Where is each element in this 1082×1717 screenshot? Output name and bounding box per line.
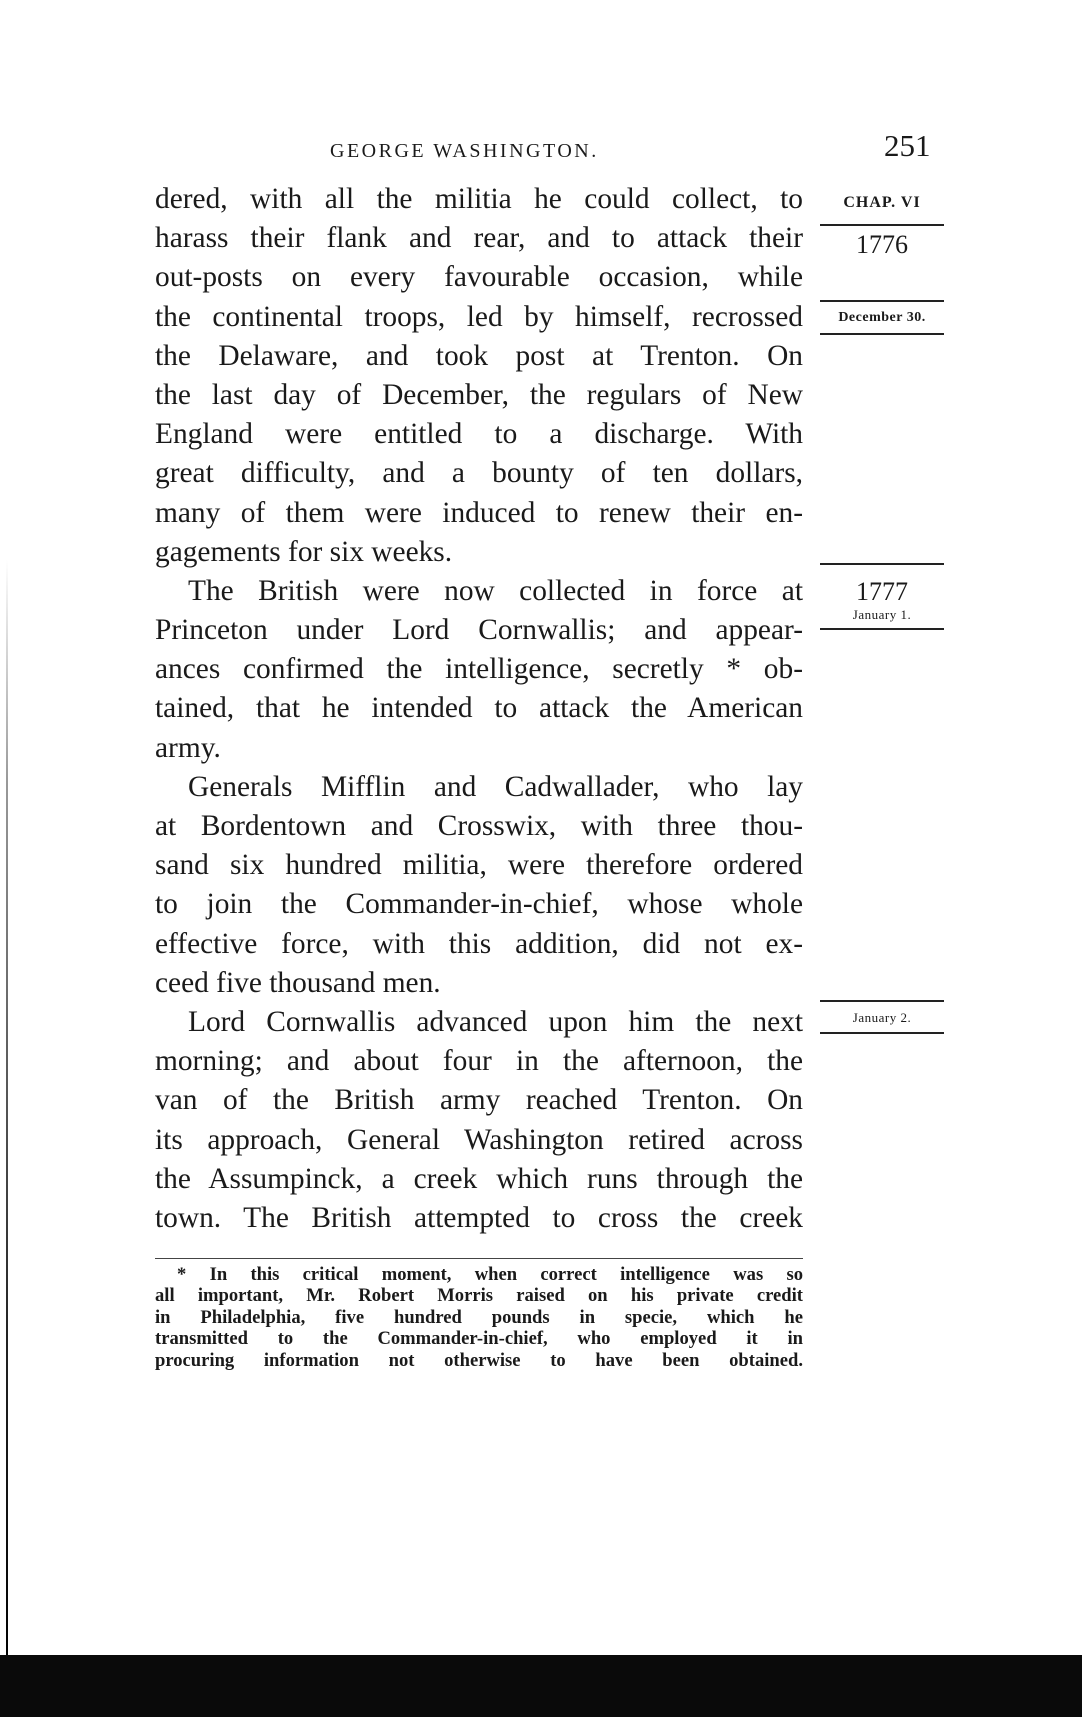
footnote-line: in Philadelphia, five hundred pounds in specie, which he	[155, 1306, 803, 1328]
text-line: the continental troops, led by himself, recrossed	[155, 300, 803, 333]
margin-rule	[820, 224, 944, 226]
text-line: many of them were induced to renew their en-	[155, 496, 803, 529]
text-line: van of the British army reached Trenton. On	[155, 1084, 803, 1117]
text-line: England were entitled to a discharge. With	[155, 418, 803, 451]
footnote-line: procuring information not otherwise to have been obtained.	[155, 1349, 803, 1371]
running-head: GEORGE WASHINGTON.	[330, 140, 599, 162]
paragraph	[155, 768, 803, 1003]
margin-note-date: January 1.	[852, 607, 912, 622]
text-line: the last day of December, the regulars of New	[155, 378, 803, 411]
paragraph	[155, 1003, 803, 1238]
margin-rule	[820, 1000, 944, 1002]
text-line: dered, with all the militia he could collect, to	[155, 183, 803, 215]
text-line: its approach, General Washington retired across	[155, 1123, 803, 1156]
text-line: at Bordentown and Crosswix, with three thou-	[155, 810, 803, 842]
text-line: morning; and about four in the afternoon, the	[155, 1045, 803, 1078]
text-line: army.	[155, 731, 221, 764]
text-line: gagements for six weeks.	[155, 535, 453, 568]
footnote-rule	[155, 1258, 803, 1259]
text-line: harass their flank and rear, and to attack their	[155, 222, 803, 255]
page-number: 251	[884, 128, 931, 163]
text-line: sand six hundred militia, were therefore ordered	[155, 849, 803, 882]
text-line: the Delaware, and took post at Trenton. On	[155, 339, 803, 372]
text-line: Lord Cornwallis advanced upon him the next	[188, 1005, 803, 1038]
footnote-line: all important, Mr. Robert Morris raised on his private credit	[155, 1285, 803, 1307]
text-line: Princeton under Lord Cornwallis; and appear-	[155, 614, 803, 647]
text-line: the Assumpinck, a creek which runs through the	[155, 1162, 803, 1195]
margin-rule	[820, 300, 944, 302]
paragraph	[155, 180, 803, 572]
text-line: effective force, with this addition, did not ex-	[155, 927, 803, 960]
scan-edge-left	[6, 560, 8, 1670]
scan-edge-bottom	[0, 1655, 1082, 1717]
text-line: to join the Commander-in-chief, whose whole	[155, 888, 803, 921]
text-line: town. The British attempted to cross the creek	[155, 1201, 803, 1234]
body-text	[155, 180, 803, 1238]
paragraph	[155, 572, 803, 768]
footnote-line: transmitted to the Commander-in-chief, who employed it in	[155, 1328, 803, 1350]
margin-rule	[820, 333, 944, 335]
margin-rule	[820, 1032, 944, 1034]
footnote	[155, 1264, 803, 1371]
text-line: out-posts on every favourable occasion, while	[155, 261, 803, 294]
margin-rule	[820, 563, 944, 565]
footnote-line: * In this critical moment, when correct intelligence was so	[177, 1264, 803, 1285]
text-line: Generals Mifflin and Cadwallader, who lay	[188, 770, 803, 803]
text-line: The British were now collected in force at	[188, 574, 803, 607]
text-line: great difficulty, and a bounty of ten dollars,	[155, 457, 803, 490]
margin-rule	[820, 628, 944, 630]
text-line: ances confirmed the intelligence, secretly * ob-	[155, 653, 803, 686]
margin-note-date: December 30.	[838, 310, 926, 325]
margin-note-date: January 2.	[852, 1010, 912, 1025]
text-line: tained, that he intended to attack the American	[155, 692, 803, 725]
text-line: ceed five thousand men.	[155, 966, 441, 999]
margin-note-year: 1776	[856, 230, 908, 259]
margin-note-chapter: CHAP. VI	[843, 194, 921, 211]
margin-note-year: 1777	[856, 577, 908, 606]
